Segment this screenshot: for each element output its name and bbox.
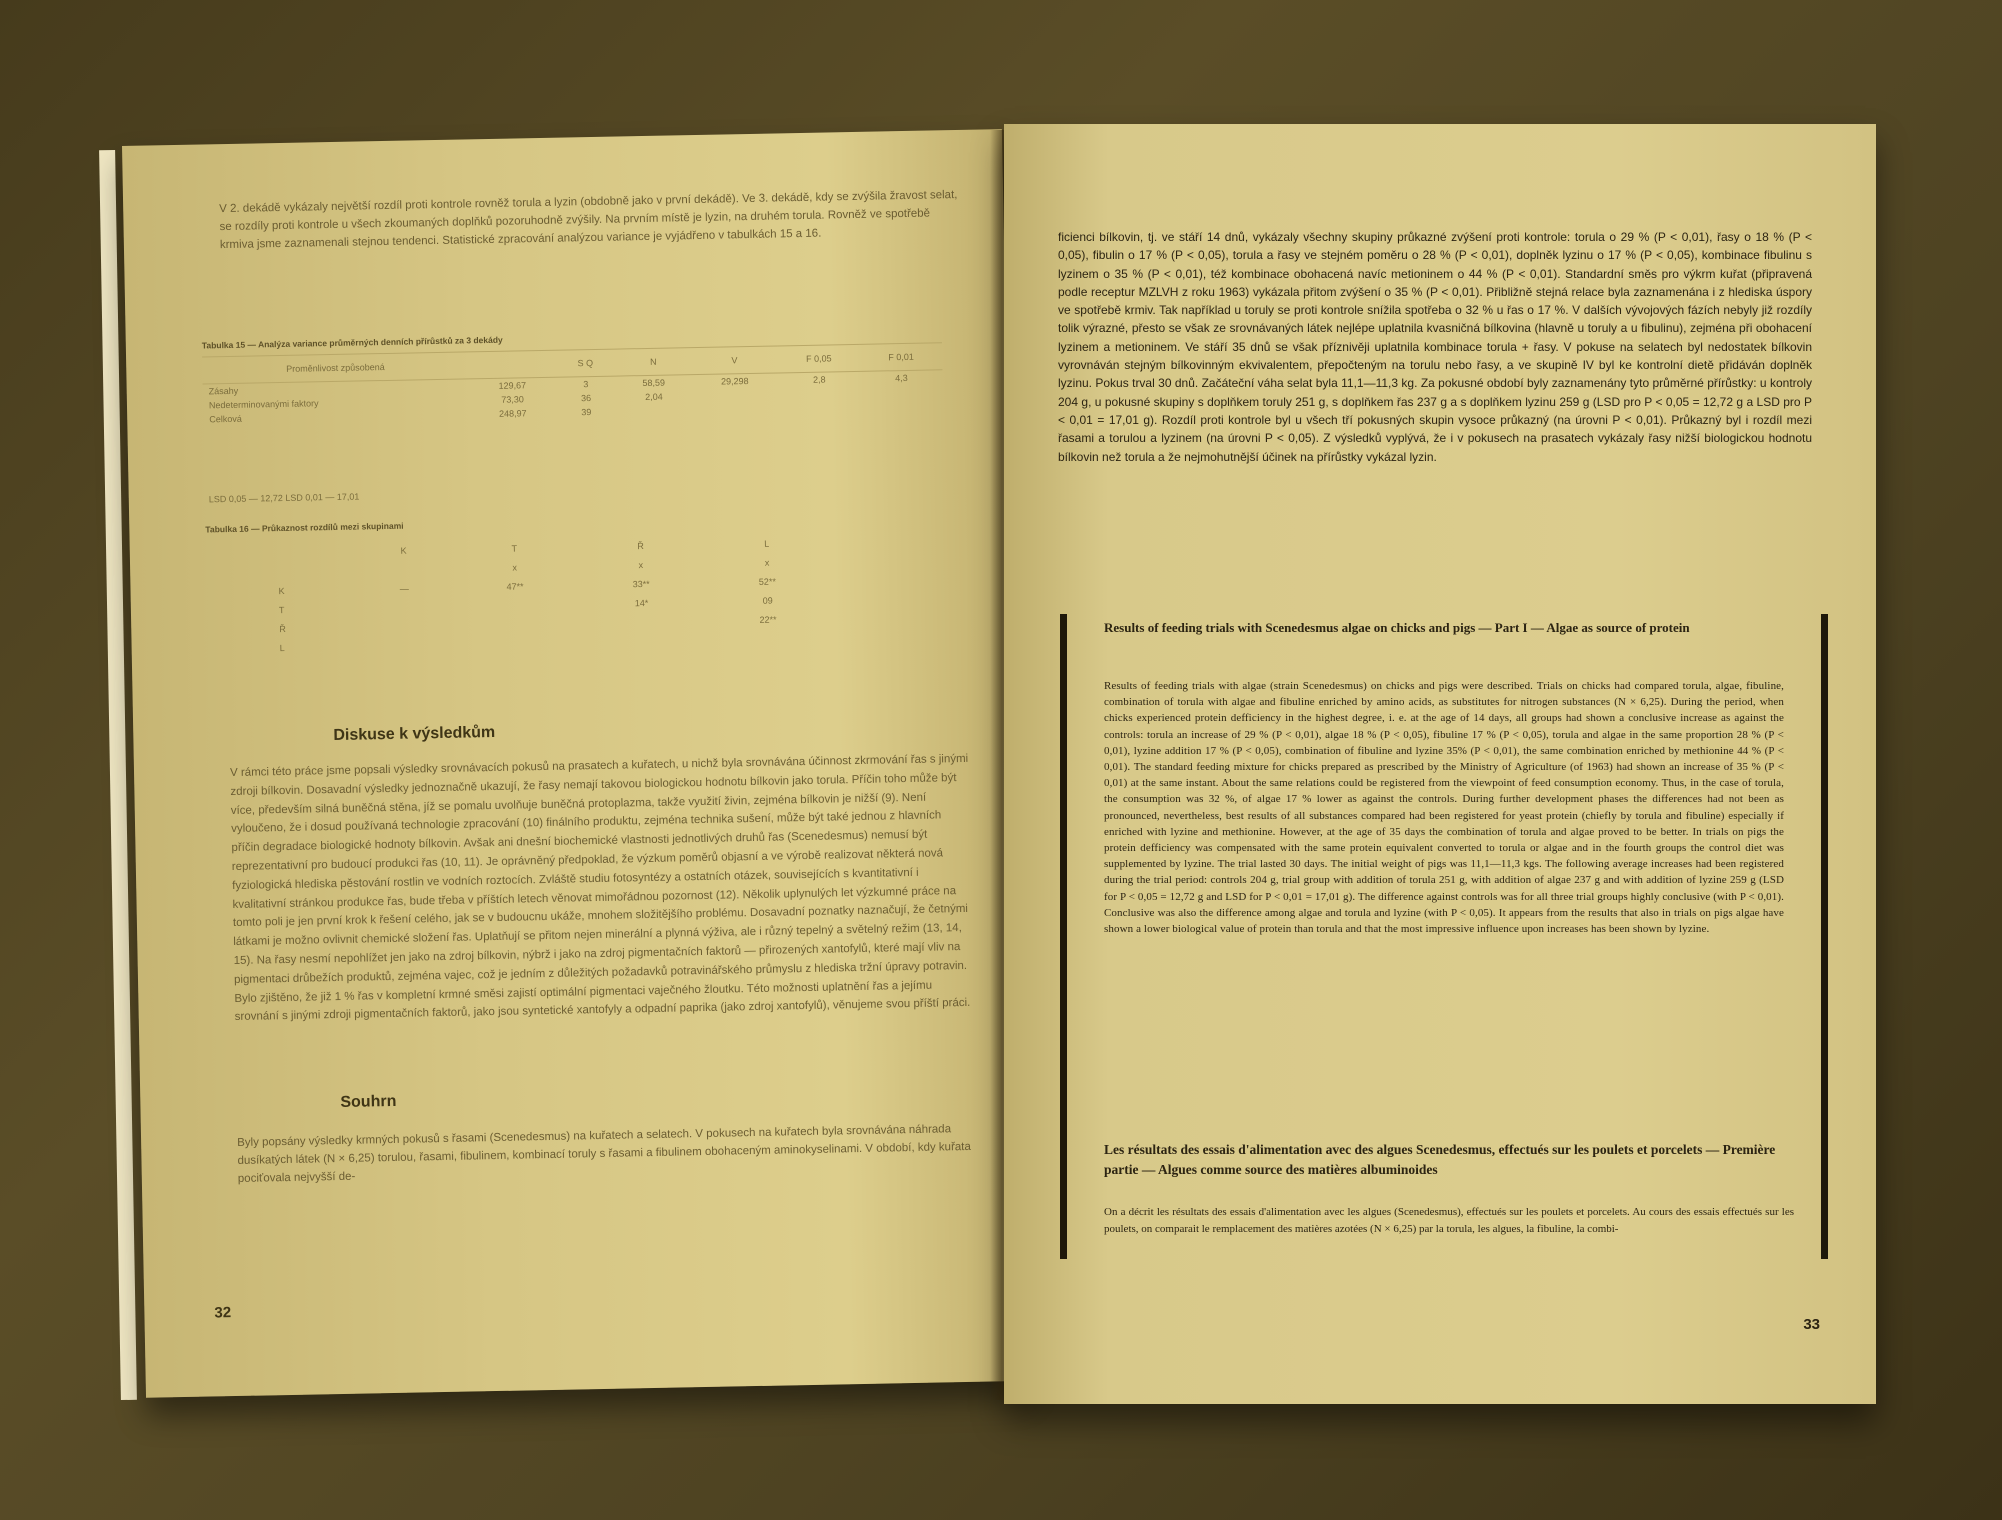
table-header-cell: [270, 542, 356, 563]
table-cell: [579, 611, 705, 632]
right-page: [1004, 124, 1876, 1404]
table-cell: [270, 561, 356, 582]
table-cell: 39: [581, 407, 592, 418]
table-cell: K: [278, 585, 285, 596]
table-cell: 52**: [758, 576, 776, 587]
left-page: [122, 129, 1026, 1398]
souhrn-heading: Souhrn: [340, 1092, 397, 1111]
table-16: [270, 532, 832, 657]
souhrn-paragraph: Byly popsány výsledky krmných pokusů s řasami (Scenedesmus) na kuřatech a selatech. V pokusech na kuřatech byla srovnávána náhrada dusíkatých látek (N × 6,25) torulou, řasami, fibulinem, kombinací toruly s řasami a fibulinem obohaceným aminokyselinami. V období, kdy kuřata pociťovala nejvyšší de-: [237, 1123, 971, 1185]
page-number-right: 33: [1803, 1316, 1820, 1333]
table-cell: x: [512, 561, 518, 573]
table-cell: 248,97: [499, 408, 527, 419]
table-cell: [861, 398, 944, 414]
table-cell: —: [399, 583, 409, 594]
table-cell: 4,3: [895, 372, 908, 384]
table-header-cell: V: [691, 346, 778, 375]
table-header-cell: Ř: [637, 540, 644, 551]
table-cell: [357, 597, 453, 618]
table-15-lsd: LSD 0,05 — 12,72 LSD 0,01 — 17,01: [208, 491, 360, 505]
diskuse-heading: Diskuse k výsledkům: [333, 723, 496, 745]
table-cell: [779, 400, 861, 416]
page-number-left: 32: [214, 1304, 232, 1322]
table-header-cell: Proměnlivost způsobená: [202, 352, 469, 384]
table-cell: 3: [583, 379, 589, 390]
table-header-cell: F 0,01: [860, 343, 943, 372]
table-cell: T: [278, 604, 285, 615]
abstract-en-title: Results of feeding trials with Scenedesmus algae on chicks and pigs — Part I — Algae as source of protein: [1104, 620, 1690, 635]
results-paragraph: ficienci bílkovin, tj. ve stáří 14 dnů, vykázaly všechny skupiny průkazné zvýšení proti kontrole: torula o 29 % (P < 0,01), řasy o 18 % (P < 0,05), fibulin o 17 % (P < 0,05), torula a řasy ve stejném poměru o 28 % (P < 0,01), doplněk lyzinu o 17 % (P < 0,05), kombinace fibulinu s lyzinem o 35 % (P < 0,01), též kombinace obohacená navíc metioninem o 44 % (P < 0,01). Standardní směs pro výkrm kuřat (připravená podle receptur MZLVH z roku 1963) vykázala přitom zvýšení o 35 % (P < 0,01). Přibližně stejná relace byla zaznamenána i z hlediska úspory ve spotřebě krmiv. Tak například u toruly se proti kontrole snížila spotřeba o 32 % u řas o 17 %. V dalších vývojových fázích nebyly již rozdíly tolik výrazné, přesto se však ze srovnávaných látek nejlépe uplatnila kvasničná bílkovina (hlavně u toruly a u fibulinu), zejména při obohacení lyzinem a metioninem. Ve stáří 35 dnů se však příznivěji uplatnila kombinace torula + řasy. V pokuse na selatech byl nedostatek bílkovin vyrovnáván stejným bílkovinným ekvivalentem, přepočteným na torulu nebo řasy, a ve skupině IV byl ke kontrolní dietě přidáván doplněk lyzinu. Pokus trval 30 dnů. Začáteční váha selat byla 11,1—11,3 kg. Za pokusné období byly zaznamenány tyto průměrné přírůstky: u kontroly 204 g, u pokusné skupiny s doplňkem toruly 251 g, s doplňkem řas 237 g a s doplňkem lyzinu 259 g (LSD pro P < 0,05 = 12,72 g a LSD pro P < 0,01 = 17,01 g). Rozdíl proti kontrole byl u všech tří pokusných skupin vysoce průkazný (na úrovni P < 0,01). Průkazný byl i rozdíl mezi řasami a torulou a lyzinem (na úrovni P < 0,05). Z výsledků vyplývá, že i v pokusech na prasatech vykázaly řasy nižší biologickou hodnotu bílkovin než torula a že nejmohutnější účinek na přírůstky vykázal lyzin.: [1058, 230, 1812, 464]
table-header-cell: N: [615, 348, 691, 376]
table-cell: 73,30: [501, 394, 524, 405]
table-cell: [692, 401, 779, 417]
table-cell: Ř: [279, 623, 286, 634]
abstract-en-text: Results of feeding trials with algae (strain Scenedesmus) on chicks and pigs were described. Trials on chicks had compared torula, algae, fibuline, combination of torula with algae and fibuline enriched by amino acids, as substitutes for nitrogen substances (N × 6,25). During the period, when chicks experienced protein defficiency in the highest degree, i. e. at the age of 14 days, all groups had shown a conclusive increase as against the controls: torula an increase of 29 % (P < 0,01), algae 18 % (P < 0,05), fibuline 17 % (P < 0,05), torula and algae in the same proportion 28 % (P < 0,01), lyzine addition 17 % (P < 0,05), combination of fibuline and lyzine 35% (P < 0,01), the same combination enriched by methionine 44 % (P < 0,01). The standard feeding mixture for chicks prepared as prescribed by the Ministry of Agriculture (of 1963) had shown an increase of 35 % (P < 0,01) at the same instant. About the same relations could be registered from the viewpoint of feed consumption economy. Thus, in the case of torula, the consumption was 32 %, of algae 17 % lower as against the controls. During further development phases the differences had not been as pronounced, nevertheless, best results of all substances compared had been registered for yeast protein (chiefly by torula and fibuline) especially if enriched with lyzine and methionine. However, at the age of 35 days the combination of torula and algae proved to be better. In trials on pigs the protein defficiency was compensated with the same protein equivalent converted to torula or algae and in the fourth groups the control diet was supplemented by lyzine. The trial lasted 30 days. The initial weight of pigs was 11,1—11,3 kgs. The following average increases had been registered during the trial period: controls 204 g, trial group with addition of torula 251 g, with addition of algae 237 g and with addition of lyzine 259 g (LSD for P < 0,05 = 12,72 g and LSD for P < 0,01 = 17,01 g). The difference against controls was for all three trial groups highly conclusive (with P < 0,01). Conclusive was also the difference among algae and torula and lyzine (with P < 0,05). It appears from the results that also in trials on pigs algae have shown a lower biological value of protein than torula and that the most impressive influence upon increases has been shown by lyzine.: [1104, 680, 1784, 936]
table-16-caption: Tabulka 16 — Průkaznost rozdílů mezi skupinami: [205, 520, 404, 535]
diskuse-paragraph: V rámci této práce jsme popsali výsledky srovnávacích pokusů na prasatech a kuřatech, u nichž byla srovnávána účinnost zkrmování řas s jinými zdroji bílkovin. Dosavadní výsledky jednoznačně ukazují, že řasy nemají takovou biologickou hodnotu bílkovin jako torula. Příčin toho může být více, především silná buněčná stěna, jíž se pomalu uvolňuje buněčná protoplazma, takže využití živin, zejména bílkovin je nižší (9). Není vyloučeno, že i dosud používaná technologie zpracování (10) finálního produktu, zejména technika sušení, může být také jednou z hlavních příčin degradace biologické hodnoty bílkovin. Avšak ani dnešní biochemické vlastnosti jednotlivých druhů řas (Scenedesmus) nemusí být reprezentativní pro budoucí produkci řas (10, 11). Je oprávněný předpoklad, že výzkum poměrů objasní a ve výrobě realizovat některá nová fyziologická hlediska pěstování rostlin ve vodních roztocích. Zvláště studiu fotosyntézy a ostatních otázek, souvisejících s kvantitativní i kvalitativní stránkou produkce řas, bude třeba v příštích letech věnovat mimořádnou pozornost (12). Několik uplynulých let výzkumné práce na tomto poli je jen první krok k řešení celého, jak se v budoucnu ukáže, mnohem složitějšího problému. Dosavadní poznatky naznačují, že četnými látkami je možno ovlivnit chemické složení řas. Uplatňují se přitom nejen minerální a plynná výživa, ale i různý tepelný a světelný režim (13, 14, 15). Na řasy nesmí nepohlížet jen jako na zdroj bílkovin, nýbrž i jako na zdroj pigmentačních faktorů — přirozených xantofylů, které mají vliv na pigmentaci drůbežích produktů, zejména vajec, což je jedním z důležitých požadavků potravinářského průmyslu z hlediska tržní úpravy potravin. Bylo zjištěno, že již 1 % řas v kompletní krmné směsi zajistí optimální pigmentaci vaječného žloutku. Této možnosti uplatnění řas a jejímu srovnání s jinými zdroji pigmentačních faktorů, jako jsou syntetické xantofyly a odpadní paprika (jako zdroj xantofylů), věnujeme svou příští práci.: [229, 752, 971, 1024]
abstract-fr-text: On a décrit les résultats des essais d'alimentation avec les algues (Scenedesmus), effectués sur les poulets et porcelets. Au cours des essais effectués sur les poulets, on comparait le remplacement des matières azotées (N × 6,25) par la torula, les algues, la fibuline, la combi-: [1104, 1206, 1794, 1235]
table-cell: x: [638, 559, 644, 570]
table-cell: Nedeterminovanými faktory: [208, 398, 319, 411]
table-header-cell: T: [511, 542, 518, 554]
table-header-cell: K: [400, 545, 407, 556]
table-cell: Celková: [209, 413, 242, 425]
table-cell: 36: [580, 393, 592, 404]
table-cell: 58,59: [642, 377, 666, 389]
table-cell: 47**: [506, 580, 524, 592]
table-cell: [616, 403, 692, 418]
table-cell: 129,67: [498, 380, 527, 391]
table-cell: 2,8: [812, 374, 826, 385]
table-header-cell: S Q: [555, 349, 616, 377]
table-15: [202, 342, 943, 426]
table-cell: Zásahy: [208, 385, 239, 397]
table-cell: [452, 594, 578, 615]
abstract-left-rule: [1060, 614, 1067, 1259]
table-cell: 33**: [632, 578, 650, 589]
table-cell: 09: [762, 595, 773, 606]
table-cell: [579, 630, 705, 651]
table-15-caption: Tabulka 15 — Analýza variance průměrných denních přírůstků za 3 dekády: [201, 334, 503, 351]
abstracts-box: [1058, 614, 1828, 1259]
table-cell: [357, 616, 453, 637]
table-cell: 2,04: [645, 391, 663, 403]
table-header-cell: F 0,05: [778, 344, 861, 373]
table-cell: 14*: [634, 597, 649, 608]
table-header-cell: L: [764, 538, 770, 549]
table-cell: [357, 635, 453, 656]
abstract-fr-title: Les résultats des essais d'alimentation avec des algues Scenedesmus, effectués sur les poulets et porcelets — Première partie — Algues comme source des matières albuminoides: [1104, 1142, 1776, 1177]
table-cell: L: [279, 642, 285, 653]
table-cell: x: [764, 557, 770, 568]
table-cell: [453, 632, 579, 653]
table-header-cell: [468, 350, 555, 379]
table-cell: [453, 613, 579, 634]
table-cell: 22**: [759, 614, 777, 625]
intro-paragraph: V 2. dekádě vykázaly největší rozdíl proti kontrole rovněž torula a lyzin (obdobně jako v první dekádě). Ve 3. dekádě, kdy se zvýšila žravost selat, se rozdíly proti kontrole u všech zkoumaných doplňků pozoruhodně zvýšily. Na prvním místě je lyzin, na druhém torula. Rovněž ve spotřebě krmiva jsme zaznamenali stejnou tendenci. Statistické zpracování analýzou variance je vyjádřeno v tabulkách 15 a 16.: [219, 188, 958, 252]
table-cell: 29,298: [721, 376, 749, 387]
abstract-right-rule: [1821, 614, 1828, 1259]
table-cell: [356, 559, 452, 580]
table-cell: [705, 627, 832, 648]
